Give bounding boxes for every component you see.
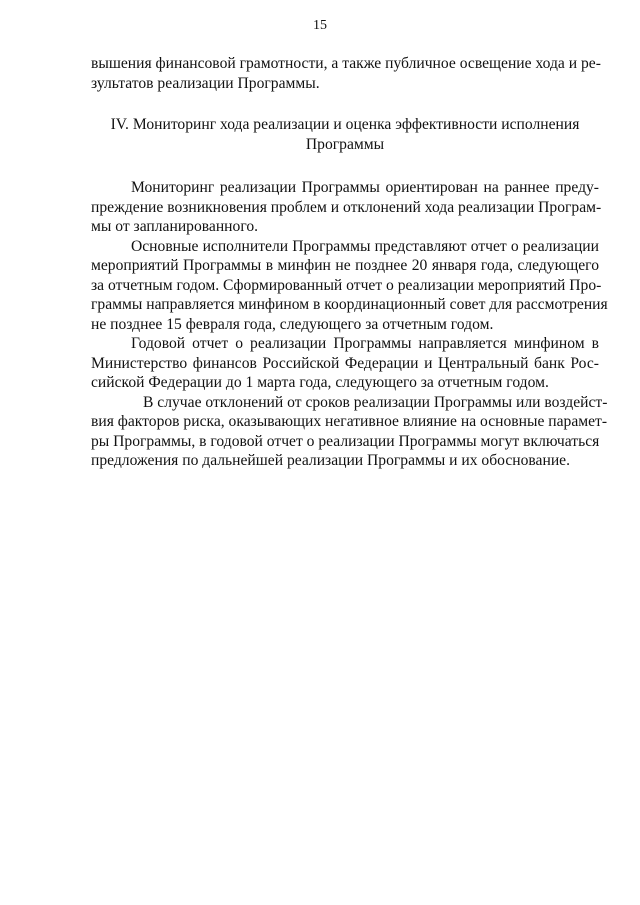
- paragraph-line: граммы направляется минфином в координационный совет для рассмотрения: [91, 296, 608, 313]
- paragraph-annual-report: [91, 334, 599, 393]
- paragraph-line: мероприятий Программы в минфин не позднее 20 января года, следующего: [91, 257, 599, 274]
- heading-line: Программы: [305, 135, 385, 153]
- paragraph-line: ры Программы, в годовой отчет о реализации Программы могут включаться: [91, 432, 600, 450]
- page-number: 15: [313, 18, 327, 33]
- paragraph-line: Министерство финансов Российской Федерации и Центральный банк Рос-: [91, 354, 599, 372]
- paragraph-line: преждение возникновения проблем и отклонений хода реализации Програм-: [91, 198, 602, 216]
- heading-line: IV. Мониторинг хода реализации и оценка эффективности исполнения: [110, 116, 580, 133]
- paragraph-line: Годовой отчет о реализации Программы направляется минфином в: [131, 335, 599, 352]
- paragraph-line: не позднее 15 февраля года, следующего за отчетным годом.: [91, 315, 494, 333]
- intro-paragraph: [91, 54, 599, 93]
- paragraph-deviations: [91, 393, 608, 471]
- paragraph-line: В случае отклонений от сроков реализации Программы или воздейст-: [143, 393, 608, 411]
- paragraph-line: мы от запланированного.: [91, 218, 259, 235]
- paragraph-line: Мониторинг реализации Программы ориентирован на раннее преду-: [131, 179, 599, 196]
- paragraph-line: Основные исполнители Программы представляют отчет о реализации: [131, 237, 599, 255]
- document-body: [91, 54, 608, 471]
- intro-line: вышения финансовой грамотности, а также публичное освещение хода и ре-: [91, 55, 601, 72]
- section-heading: [91, 115, 599, 154]
- paragraph-line: за отчетным годом. Сформированный отчет о реализации мероприятий Про-: [91, 276, 602, 294]
- paragraph-monitoring: [91, 178, 602, 237]
- paragraph-executors: [91, 237, 608, 335]
- paragraph-line: предложения по дальнейшей реализации Программы и их обоснование.: [91, 452, 570, 469]
- paragraph-line: вия факторов риска, оказывающих негативное влияние на основные парамет-: [91, 413, 608, 430]
- paragraph-line: сийской Федерации до 1 марта года, следующего за отчетным годом.: [91, 374, 549, 391]
- intro-line: зультатов реализации Программы.: [91, 74, 320, 92]
